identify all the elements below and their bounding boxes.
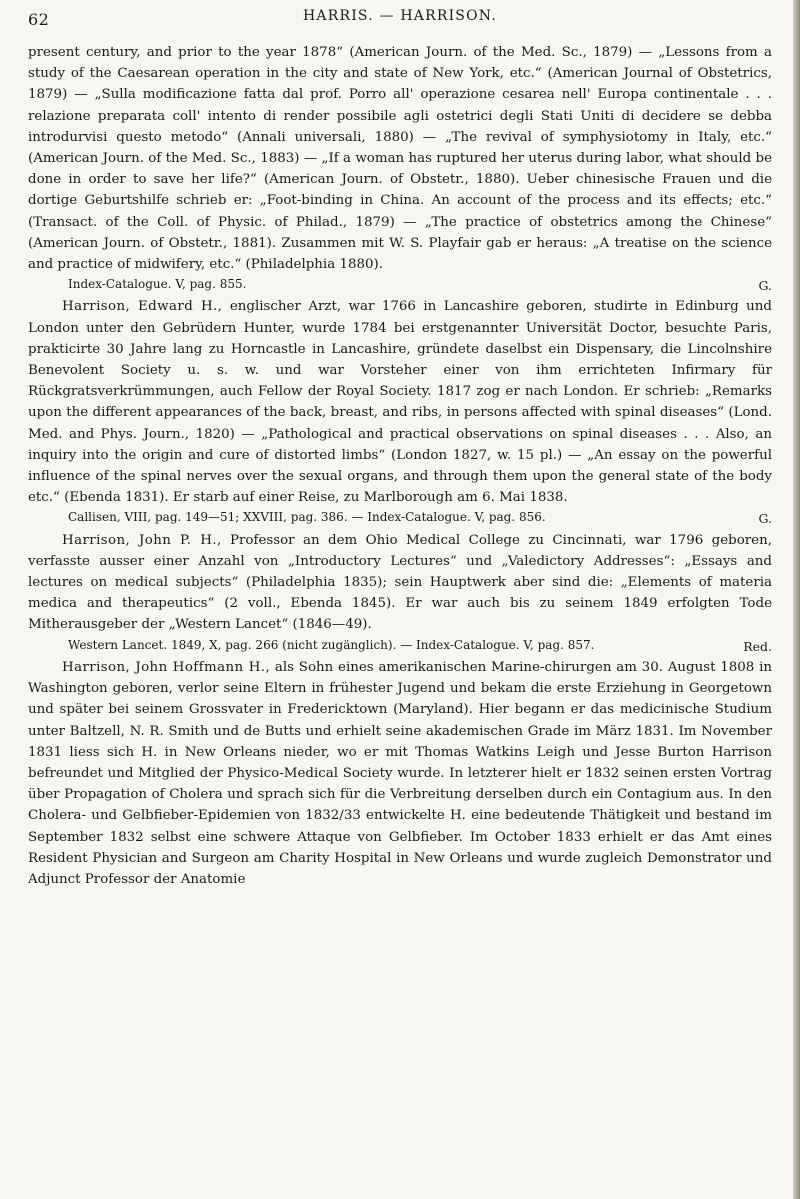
- book-binding-edge: [793, 0, 800, 1199]
- biography-entry: [28, 657, 772, 890]
- entry-text: Professor an dem Ohio Medical College zu Cincinnati, war 1796 geboren, verfasste ausser einer Anzahl von „Introductory Lectures“ und „Valedictory Addresses“: „Essays and lectures on medical subjects“ (Philadelphia 1835); sein Hauptwerk aber sind die: „Elements of materia medica and therapeutics“ (2 voll., Ebenda 1845). Er war auch bis zu seinem 1849 erfolgten Tode Mitherausgeber der „Western Lancet“ (1846—49).: [28, 532, 772, 633]
- page-number: 62: [28, 10, 50, 29]
- entry-text: englischer Arzt, war 1766 in Lancashire geboren, studirte in Edinburg und London unter den Gebrüdern Hunter, wurde 1784 bei erstgenannter Universität Doctor, besuchte Paris, prakticirte 30 Jahre lang zu Horncastle in Lancashire, gründete daselbst ein Dispensary, die Lincolnshire Benevolent Society u. s. w. und war Vorsteher einer von ihm errichteten Infirmary für Rückgratsverkrümmungen, auch Fellow der Royal Society. 1817 zog er nach London. Er schrieb: „Remarks upon the different appearances of the back, breast, and ribs, in persons affected with spinal diseases“ (Lond. Med. and Phys. Journ., 1820) — „Pathological and practical observations on spinal diseases . . . Also, an inquiry into the origin and cure of distorted limbs“ (London 1827, w. 15 pl.) — „An essay on the powerful influence of the spinal nerves over the sexual organs, and through them upon the general state of the body etc.“ (Ebenda 1831). Er starb auf einer Reise, zu Marlborough am 6. Mai 1838.: [28, 299, 772, 506]
- entry-text: als Sohn eines amerikanischen Marine-chirurgen am 30. August 1808 in Washington geboren, verlor seine Eltern in frühester Jugend und bekam die erste Erziehung in Georgetown und später bei seinem Grossvater in Fredericktown (Maryland). Hier begann er das medicinische Studium unter Baltzell, N. R. Smith und de Butts und erhielt seine akademischen Grade im März 1831. Im November 1831 liess sich H. in New Orleans nieder, wo er mit Thomas Watkins Leigh und Jesse Burton Harrison befreundet und Mitglied der Physico-Medical Society wurde. In letzterer hielt er 1832 seinen ersten Vortrag über Propagation of Cholera und sprach sich für die Verbreitung derselben durch ein Contagium aus. In den Cholera- und Gelbfieber-Epidemien von 1832/33 entwickelte H. eine bedeutende Thätigkeit und bestand im September 1832 selbst eine schwere Attaque von Gelbfieber. Im October 1833 erhielt er das Amt eines Resident Physician and Surgeon am Charity Hospital in New Orleans und wurde zugleich Demonstrator und Adjunct Professor der Anatomie: [28, 659, 772, 887]
- biography-entry: [28, 530, 772, 636]
- page-header: [0, 0, 800, 38]
- reference-text: Callisen, VIII, pag. 149—51; XXVIII, pag. 386. — Index-Catalogue. V, pag. 856.: [68, 510, 546, 525]
- reference-line: [28, 275, 772, 296]
- entry-headword: Harrison, John P. H.,: [62, 532, 222, 548]
- reference-line: [28, 636, 772, 657]
- author-signature: Red.: [743, 638, 772, 654]
- reference-line: [28, 508, 772, 529]
- reference-text: Western Lancet. 1849, X, pag. 266 (nicht zugänglich). — Index-Catalogue. V, pag. 857.: [68, 637, 595, 652]
- page-body: [28, 42, 772, 890]
- entry-headword: Harrison, Edward H.,: [62, 299, 223, 315]
- entry-headword: Harrison, John Hoffmann H.,: [62, 659, 271, 675]
- author-signature: G.: [758, 511, 772, 527]
- continuation-paragraph: present century, and prior to the year 1878“ (American Journ. of the Med. Sc., 1879) — „Lessons from a study of the Caesarean operation in the city and state of New York, etc.“ (American Journal of Obstetrics, 1879) — „Sulla modificazione fatta dal prof. Porro all' operazione cesarea nell' Europa continentale . . . relazione preparata coll' intento di render possibile agli ostetrici degli Stati Uniti di decidere se debba introdurvisi questo metodo“ (Annali universali, 1880) — „The revival of symphysiotomy in Italy, etc.“ (American Journ. of the Med. Sc., 1883) — „If a woman has ruptured her uterus during labor, what should be done in order to save her life?“ (American Journ. of Obstetr., 1880). Ueber chinesische Frauen und die dortige Geburtshilfe schrieb er: „Foot-binding in China. An account of the process and its effects; etc.“ (Transact. of the Coll. of Physic. of Philad., 1879) — „The practice of obstetrics among the Chinese“ (American Journ. of Obstetr., 1881). Zusammen mit W. S. Playfair gab er heraus: „A treatise on the science and practice of midwifery, etc.“ (Philadelphia 1880).: [28, 45, 772, 273]
- running-head: HARRIS. — HARRISON.: [303, 8, 497, 24]
- author-signature: G.: [758, 278, 772, 294]
- reference-text: Index-Catalogue. V, pag. 855.: [68, 277, 247, 292]
- biography-entry: [28, 296, 772, 508]
